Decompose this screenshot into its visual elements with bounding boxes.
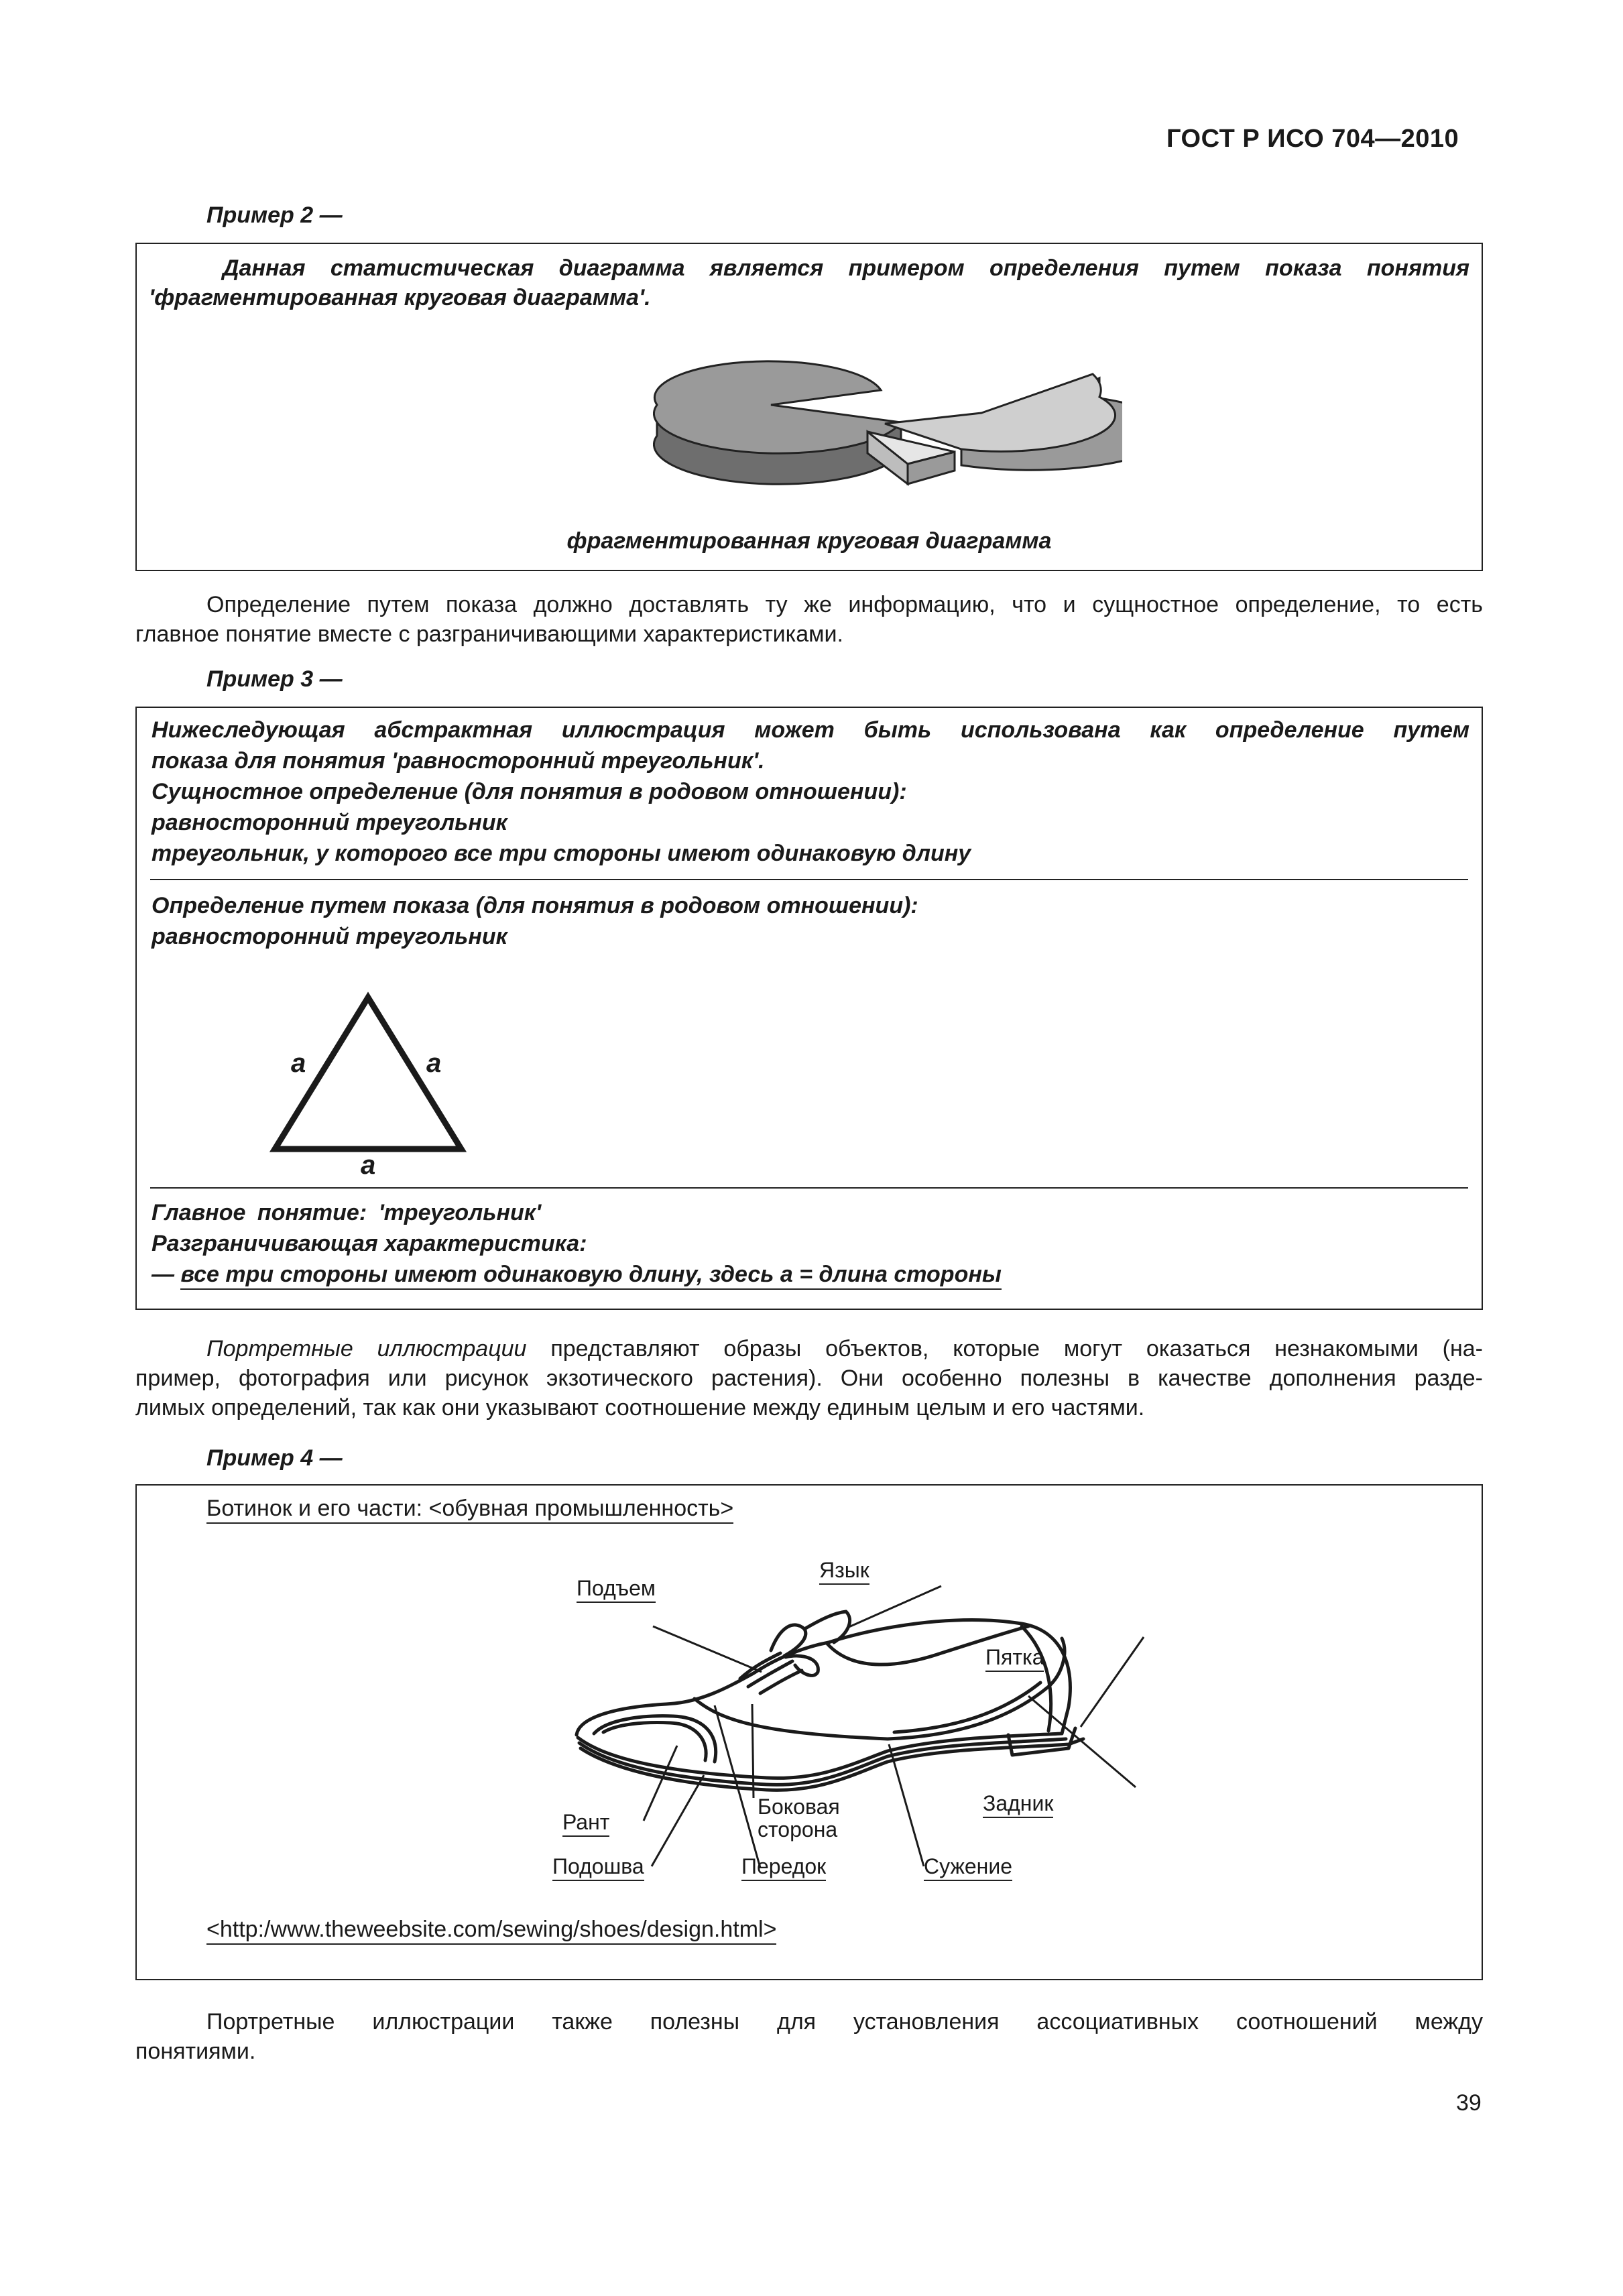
example-3-intro-line1: Нижеследующая абстрактная иллюстрация может быть использована как определение путем — [152, 717, 1469, 743]
example-4-box — [135, 1484, 1483, 1980]
divider-2 — [150, 1187, 1468, 1189]
example-3-main-concept — [152, 1197, 1002, 1290]
shoe-sole-edge — [579, 1739, 1066, 1785]
label-counter: Задник — [983, 1791, 1053, 1816]
leader-waist — [889, 1744, 924, 1866]
leader-side — [752, 1704, 754, 1798]
example-3-intro-line2: показа для понятия 'равносторонний треугольник'. — [152, 748, 765, 774]
delimiting-heading: Разграничивающая характеристика: — [152, 1231, 587, 1256]
term-equilateral-triangle-2: равносторонний треугольник — [152, 924, 507, 949]
label-toe: Передок — [741, 1854, 826, 1879]
example-4-title — [206, 1494, 733, 1523]
characteristic-dash: — — [152, 1262, 174, 1287]
leader-welt — [644, 1746, 677, 1821]
paragraph-3 — [135, 2007, 1483, 2066]
example-3-box — [135, 707, 1483, 1310]
example-3-ostensive — [152, 890, 918, 952]
exploded-pie-chart — [653, 358, 1122, 505]
leader-sole — [652, 1775, 704, 1866]
side-label-bottom: a — [361, 1150, 376, 1180]
shoe-heel-counter — [1022, 1626, 1051, 1731]
pie-main-slice-top — [654, 361, 901, 453]
example-2-text-line2: 'фрагментированная круговая диаграмма'. — [149, 285, 651, 310]
paragraph-2 — [135, 1334, 1483, 1423]
leader-heel — [1081, 1637, 1144, 1727]
label-waist: Сужение — [924, 1854, 1012, 1879]
example-2-text — [149, 253, 1469, 312]
example-3-intensional — [152, 715, 1469, 869]
label-instep: Подъем — [577, 1576, 656, 1601]
side-label-right: a — [426, 1048, 442, 1078]
paragraph-2-line1-rest: представляют образы объектов, которые могут оказаться незнакомыми (на- — [550, 1336, 1483, 1362]
leader-instep — [653, 1626, 762, 1672]
example-4-url-text: <http:/www.theweebsite.com/sewing/shoes/design.html> — [206, 1917, 776, 1945]
paragraph-1-line2: главное понятие вместе с разграничивающими характеристиками. — [135, 621, 843, 647]
term-equilateral-triangle: равносторонний треугольник — [152, 810, 507, 835]
side-label-left: a — [291, 1048, 306, 1078]
paragraph-1-line1: Определение путем показа должно доставлять ту же информацию, что и сущностное определение, то есть — [206, 592, 1483, 617]
example-2-box — [135, 243, 1483, 571]
intensional-definition-heading: Сущностное определение (для понятия в родовом отношении): — [152, 779, 907, 804]
label-welt: Рант — [562, 1810, 609, 1835]
portrait-illustrations-term: Портретные иллюстрации — [206, 1336, 527, 1362]
example-4-label: Пример 4 — — [206, 1445, 343, 1471]
shoe-illustration — [539, 1573, 1156, 1894]
label-tongue: Язык — [819, 1558, 869, 1583]
shoe-vamp-line — [695, 1699, 888, 1739]
ostensive-definition-heading: Определение путем показа (для понятия в родовом отношении): — [152, 893, 918, 918]
paragraph-2-line2: пример, фотография или рисунок экзотического растения). Они особенно полезны в качестве дополнения разде- — [135, 1366, 1483, 1391]
example-2-label: Пример 2 — — [206, 202, 343, 228]
page-number: 39 — [1456, 2090, 1482, 2116]
divider-1 — [150, 879, 1468, 880]
example-2-text-line1: Данная статистическая диаграмма является примером определения путем показа понятия — [223, 255, 1469, 281]
paragraph-2-line1 — [135, 1334, 1483, 1364]
label-sole: Подошва — [552, 1854, 644, 1879]
label-side: Боковая сторона — [758, 1795, 840, 1841]
example-4-title-text: Ботинок и его части: <обувная промышленность> — [206, 1496, 733, 1524]
main-concept: Главное понятие: 'треугольник' — [152, 1200, 542, 1225]
shoe-toe-cap-inner — [603, 1723, 706, 1760]
definition-text: треугольник, у которого все три стороны имеют одинаковую длину — [152, 841, 971, 866]
paragraph-1 — [135, 590, 1483, 649]
delimiting-characteristic — [152, 1259, 1002, 1290]
document-code: ГОСТ Р ИСО 704—2010 — [1166, 125, 1459, 153]
label-heel: Пятка — [985, 1645, 1044, 1670]
pie-slice-light-top — [885, 374, 1116, 451]
example-3-label: Пример 3 — — [206, 666, 343, 692]
example-4-url — [206, 1915, 776, 1944]
characteristic-text: все три стороны имеют одинаковую длину, здесь a = длина стороны — [180, 1262, 1001, 1290]
paragraph-3-line1: Портретные иллюстрации также полезны для установления ассоциативных соотношений между — [206, 2009, 1483, 2035]
paragraph-2-line3: лимых определений, так как они указывают соотношение между единым целым и его частями. — [135, 1395, 1145, 1421]
paragraph-3-line2: понятиями. — [135, 2039, 256, 2064]
example-2-caption: фрагментированная круговая диаграмма — [566, 528, 1052, 554]
